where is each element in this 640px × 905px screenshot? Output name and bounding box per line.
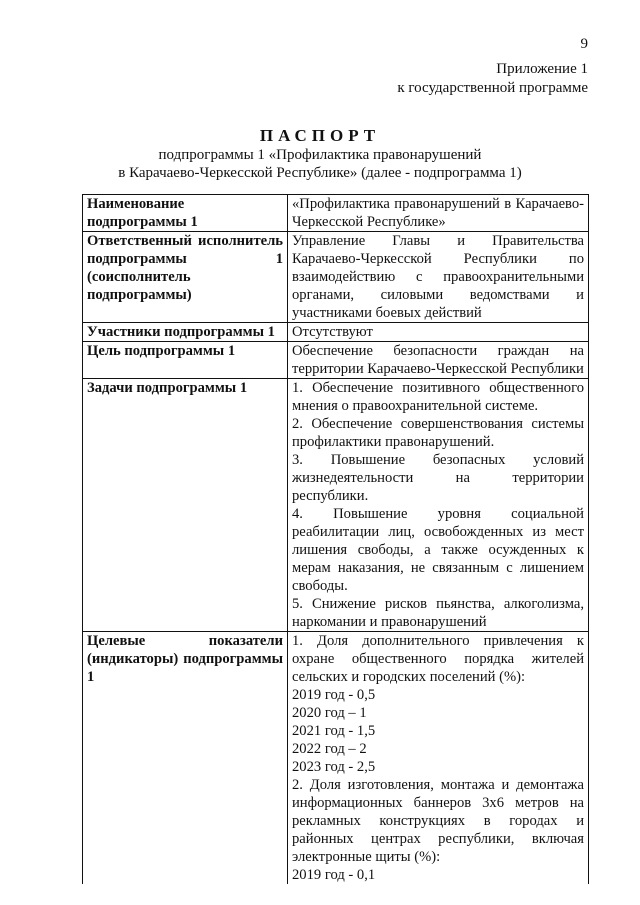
value-line: 5. Снижение рисков пьянства, алкоголизма, наркомании и правонарушений <box>292 596 584 630</box>
value-line: 2019 год - 0,5 <box>292 687 376 703</box>
value-line: Управление Главы и Правительства Карачаево-Черкесской Республики по взаимодействию с правоохранительными органами, силовыми ведомствами и участниками боевых действий <box>292 233 584 321</box>
passport-subtitle-line-1: подпрограммы 1 «Профилактика правонарушений <box>158 147 482 163</box>
passport-subtitle-line-2: в Карачаево-Черкесской Республике» (далее - подпрограмма 1) <box>118 165 522 181</box>
value-line: 3. Повышение безопасных условий жизнедеятельности на территории республики. <box>292 452 584 504</box>
row-label: Участники подпрограммы 1 <box>83 323 288 342</box>
value-line: 1. Доля дополнительного привлечения к охране общественного порядка жителей сельских и городских поселений (%): <box>292 633 584 685</box>
value-line: 1. Обеспечение позитивного общественного мнения о правоохранительной системе. <box>292 380 584 414</box>
row-value <box>288 232 589 323</box>
table-row <box>83 195 589 232</box>
row-value <box>288 342 589 379</box>
row-label: Ответственный исполнитель подпрограммы 1 (соисполнитель подпрограммы) <box>83 232 288 323</box>
row-value <box>288 632 589 885</box>
value-line: 2019 год - 0,1 <box>292 867 376 883</box>
passport-table <box>82 194 589 884</box>
row-label: Наименование подпрограммы 1 <box>83 195 288 232</box>
passport-heading <box>0 126 640 182</box>
value-line: 2023 год - 2,5 <box>292 759 376 775</box>
row-value <box>288 195 589 232</box>
row-label: Задачи подпрограммы 1 <box>83 379 288 632</box>
appendix-line-2: к государственной программе <box>397 80 588 96</box>
value-line: 2. Доля изготовления, монтажа и демонтажа информационных баннеров 3х6 метров на рекламных конструкциях в городах и районных центрах республики, включая электронные щиты (%): <box>292 777 584 865</box>
row-value <box>288 323 589 342</box>
table-row <box>83 632 589 885</box>
row-value <box>288 379 589 632</box>
value-line: Отсутствуют <box>292 324 373 340</box>
passport-title: ПАСПОРТ <box>259 126 381 145</box>
table-row <box>83 323 589 342</box>
table-row <box>83 342 589 379</box>
page-number: 9 <box>580 36 588 52</box>
appendix-line-1: Приложение 1 <box>496 61 588 77</box>
value-line: 2. Обеспечение совершенствования системы профилактики правонарушений. <box>292 416 584 450</box>
table-row <box>83 232 589 323</box>
row-label: Целевые показатели (индикаторы) подпрограммы 1 <box>83 632 288 885</box>
value-line: 2022 год – 2 <box>292 741 367 757</box>
table-row <box>83 379 589 632</box>
value-line: «Профилактика правонарушений в Карачаево-Черкесской Республике» <box>292 196 584 230</box>
value-line: 4. Повышение уровня социальной реабилитации лиц, освобожденных из мест лишения свободы, а также осужденных к мерам наказания, не связанным с лишением свободы. <box>292 506 584 594</box>
row-label: Цель подпрограммы 1 <box>83 342 288 379</box>
value-line: 2020 год – 1 <box>292 705 367 721</box>
value-line: 2021 год - 1,5 <box>292 723 376 739</box>
value-line: Обеспечение безопасности граждан на территории Карачаево-Черкесской Республики <box>292 343 584 377</box>
appendix-note <box>397 60 588 98</box>
